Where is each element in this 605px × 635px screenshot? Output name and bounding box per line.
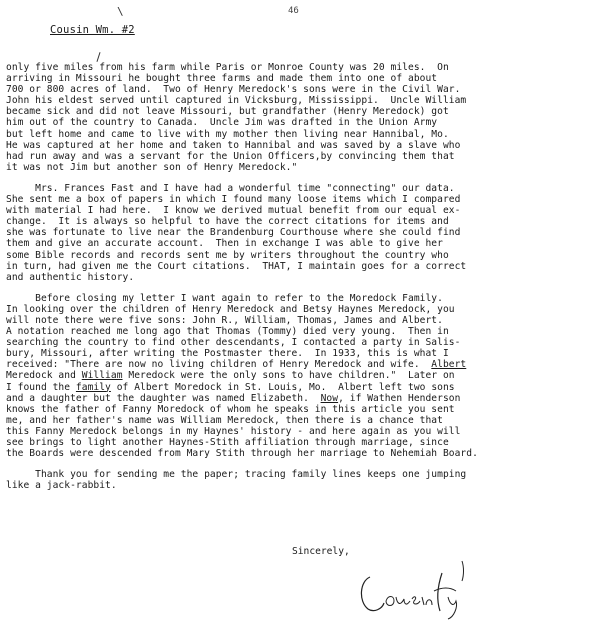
underlined-word: family [75,381,111,393]
text-line: Meredock and William Meredock were the only sons to have children." Later on [6,370,455,382]
text-line: A notation reached me long ago that Thomas (Tommy) died very young. Then in [6,326,449,338]
paragraph-gap [6,283,602,293]
text-line: I found the family of Albert Moredock in St. Louis, Mo. Albert left two sons [6,381,455,393]
text-line: Thank you for sending me the paper; tracing family lines keeps one jumping [6,469,467,481]
text-line: him out of the country to Canada. Uncle Jim was drafted in the Union Army [6,117,438,129]
margin-pen-mark [96,52,100,62]
text-line: like a jack-rabbit. [6,480,117,492]
text-line: In looking over the children of Henry Meredock and Betsy Haynes Meredock, you [6,303,455,315]
text-line: me, and her father's name was William Meredock, then there is a chance that [6,414,443,426]
underlined-word: Albert [431,359,467,371]
paragraph [6,183,602,283]
text-line: and authentic history. [6,271,135,283]
text-line: He was captured at her home and taken to Hannibal and was saved by a slave who [6,139,461,151]
text-line: 700 or 800 acres of land. Two of Henry Meredock's sons were in the Civil War. [6,84,461,96]
text-line: them and give an accurate account. Then in exchange I was able to give her [6,238,443,250]
paragraph [6,469,602,491]
text-line: she was fortunate to live near the Brandenburg Courthouse where she could find [6,227,461,239]
pen-tick-mark: \ [117,5,124,18]
letter-body [6,62,602,491]
text-line: but left home and came to live with my mother then living near Hannibal, Mo. [6,128,449,140]
text-line: She sent me a box of papers in which I found many loose items which I compared [6,194,461,206]
text-line: Mrs. Frances Fast and I have had a wonderful time "connecting" our data. [6,182,455,194]
handwritten-signature [352,555,472,625]
text-line: with material I had here. I know we derived mutual benefit from our equal ex- [6,205,461,217]
closing-salutation: Sincerely, [292,546,350,557]
text-line: and a daughter but the daughter was named Elizabeth. Now, if Wathen Henderson [6,392,461,404]
text-line: only five miles from his farm while Paris or Monroe County was 20 miles. On [6,62,449,73]
underlined-word: William [81,370,123,382]
text-line: John his eldest served until captured in Vicksburg, Mississippi. Uncle William [6,95,467,107]
text-line: had run away and was a servant for the Union Officers,by convincing them that [6,150,455,162]
page-number: 46 [288,6,299,16]
text-line: see brings to light another Haynes-Stith affiliation through marriage, since [6,437,449,448]
paragraph-gap [6,459,602,469]
letter-heading: Cousin Wm. #2 [50,24,135,36]
underlined-word: Now [320,392,339,404]
text-line: searching the country to find other descendants, I contacted a party in Salis- [6,337,461,349]
text-line: in turn, had given me the Court citations. THAT, I maintain goes for a correct [6,260,467,272]
text-line: some Bible records and records sent me by writers throughout the country who [6,249,449,261]
text-line: will note there were five sons: John R., William, Thomas, James and Albert. [6,314,443,326]
paragraph [6,62,602,173]
text-line: became sick and did not leave Missouri, but grandfather (Henry Meredock) got [6,106,449,118]
text-line: this Fanny Meredock belongs in my Haynes' history - and here again as you will [6,425,461,437]
text-line: change. It is always so helpful to have the correct citations for items and [6,216,449,228]
text-line: bury, Missouri, after writing the Postmaster there. In 1933, this is what I [6,348,449,360]
text-line: it was not Jim but another son of Henry Meredock." [6,161,298,173]
text-line: knows the father of Fanny Moredock of whom he speaks in this article you sent [6,403,455,415]
text-line: received: "There are now no living children of Henry Meredock and wife. Albert [6,359,467,371]
text-line: Before closing my letter I want again to refer to the Moredock Family. [6,292,443,304]
text-line: the Boards were descended from Mary Stith through her marriage to Nehemiah Board. [6,448,478,460]
text-line: arriving in Missouri he bought three farms and made them into one of about [6,73,438,85]
paragraph-gap [6,173,602,183]
paragraph [6,293,602,459]
